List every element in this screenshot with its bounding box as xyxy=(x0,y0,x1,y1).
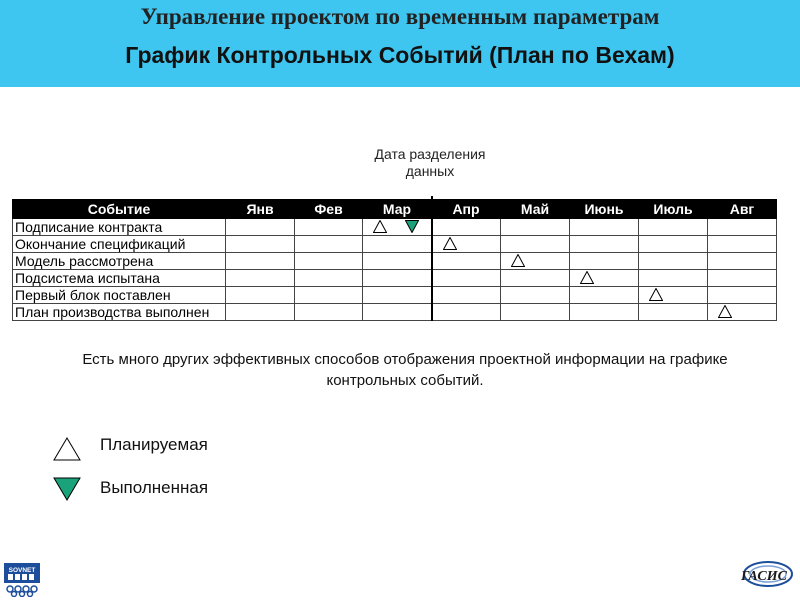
milestone-name: Модель рассмотрена xyxy=(13,253,226,270)
month-cell xyxy=(570,253,639,270)
month-cell xyxy=(708,287,777,304)
planned-milestone-marker xyxy=(511,254,525,267)
milestone-chart-table xyxy=(12,199,777,321)
month-cell xyxy=(295,287,363,304)
planned-triangle-icon xyxy=(53,437,81,461)
month-cell xyxy=(295,253,363,270)
completed-triangle-icon xyxy=(53,477,81,501)
note-text: Есть много других эффективных способов отображения проектной информации на графике контрольных событий. xyxy=(82,351,728,389)
svg-text:SOVNET: SOVNET xyxy=(8,567,36,574)
month-cell xyxy=(295,304,363,321)
month-cell xyxy=(432,287,501,304)
month-cell xyxy=(639,253,708,270)
month-column-header: Мар xyxy=(363,200,432,219)
month-cell xyxy=(432,236,501,253)
planned-milestone-marker xyxy=(373,220,387,233)
milestone-name: Окончание спецификаций xyxy=(13,236,226,253)
month-cell xyxy=(708,304,777,321)
gasis-logo xyxy=(734,558,794,592)
month-cell xyxy=(432,270,501,287)
month-cell xyxy=(501,219,570,236)
page-title: Управление проектом по временным параметрам xyxy=(140,4,660,29)
month-cell xyxy=(570,270,639,287)
month-cell xyxy=(363,270,432,287)
month-cell xyxy=(639,270,708,287)
month-cell xyxy=(295,219,363,236)
month-cell xyxy=(226,253,295,270)
month-cell xyxy=(295,270,363,287)
milestone-row xyxy=(13,270,777,287)
planned-milestone-marker xyxy=(580,271,594,284)
milestone-row xyxy=(13,236,777,253)
month-cell xyxy=(570,236,639,253)
planned-milestone-marker xyxy=(718,305,732,318)
planned-milestone-marker xyxy=(649,288,663,301)
month-column-header: Янв xyxy=(226,200,295,219)
milestone-name: Подписание контракта xyxy=(13,219,226,236)
month-cell xyxy=(501,236,570,253)
month-cell xyxy=(501,304,570,321)
month-cell xyxy=(226,287,295,304)
milestone-name: Первый блок поставлен xyxy=(13,287,226,304)
month-cell xyxy=(639,287,708,304)
month-cell xyxy=(501,253,570,270)
month-column-header: Май xyxy=(501,200,570,219)
page-subtitle: График Контрольных Событий (План по Вехам) xyxy=(125,42,675,68)
planned-milestone-marker xyxy=(443,237,457,250)
month-cell xyxy=(432,219,501,236)
milestone-name: План производства выполнен xyxy=(13,304,226,321)
month-cell xyxy=(363,236,432,253)
month-column-header: Фев xyxy=(295,200,363,219)
milestone-row xyxy=(13,287,777,304)
month-cell xyxy=(432,304,501,321)
month-cell xyxy=(570,304,639,321)
sovnet-logo xyxy=(4,563,40,597)
month-cell xyxy=(501,270,570,287)
month-column-header: Июнь xyxy=(570,200,639,219)
cutoff-date-label: Дата разделения данных xyxy=(374,146,486,179)
month-cell xyxy=(570,287,639,304)
month-cell xyxy=(226,219,295,236)
month-cell xyxy=(363,219,432,236)
legend-planned-label: Планируемая xyxy=(100,435,208,454)
event-column-header: Событие xyxy=(13,200,226,219)
month-cell xyxy=(363,253,432,270)
month-column-header: Авг xyxy=(708,200,777,219)
month-cell xyxy=(363,304,432,321)
month-cell xyxy=(639,304,708,321)
month-cell xyxy=(226,236,295,253)
month-cell xyxy=(708,270,777,287)
milestone-row xyxy=(13,219,777,236)
milestone-row xyxy=(13,304,777,321)
completed-milestone-marker xyxy=(405,220,419,233)
month-cell xyxy=(432,253,501,270)
month-cell xyxy=(708,219,777,236)
title-banner xyxy=(0,0,800,87)
month-cell xyxy=(708,236,777,253)
month-cell xyxy=(226,304,295,321)
legend-completed-label: Выполненная xyxy=(100,478,209,497)
month-cell xyxy=(226,270,295,287)
month-cell xyxy=(295,236,363,253)
month-cell xyxy=(639,236,708,253)
month-column-header: Апр xyxy=(432,200,501,219)
month-cell xyxy=(639,219,708,236)
month-column-header: Июль xyxy=(639,200,708,219)
month-cell xyxy=(570,219,639,236)
svg-text:ГАСИС: ГАСИС xyxy=(741,569,787,584)
month-cell xyxy=(363,287,432,304)
milestone-name: Подсистема испытана xyxy=(13,270,226,287)
month-cell xyxy=(501,287,570,304)
month-cell xyxy=(708,253,777,270)
milestone-row xyxy=(13,253,777,270)
